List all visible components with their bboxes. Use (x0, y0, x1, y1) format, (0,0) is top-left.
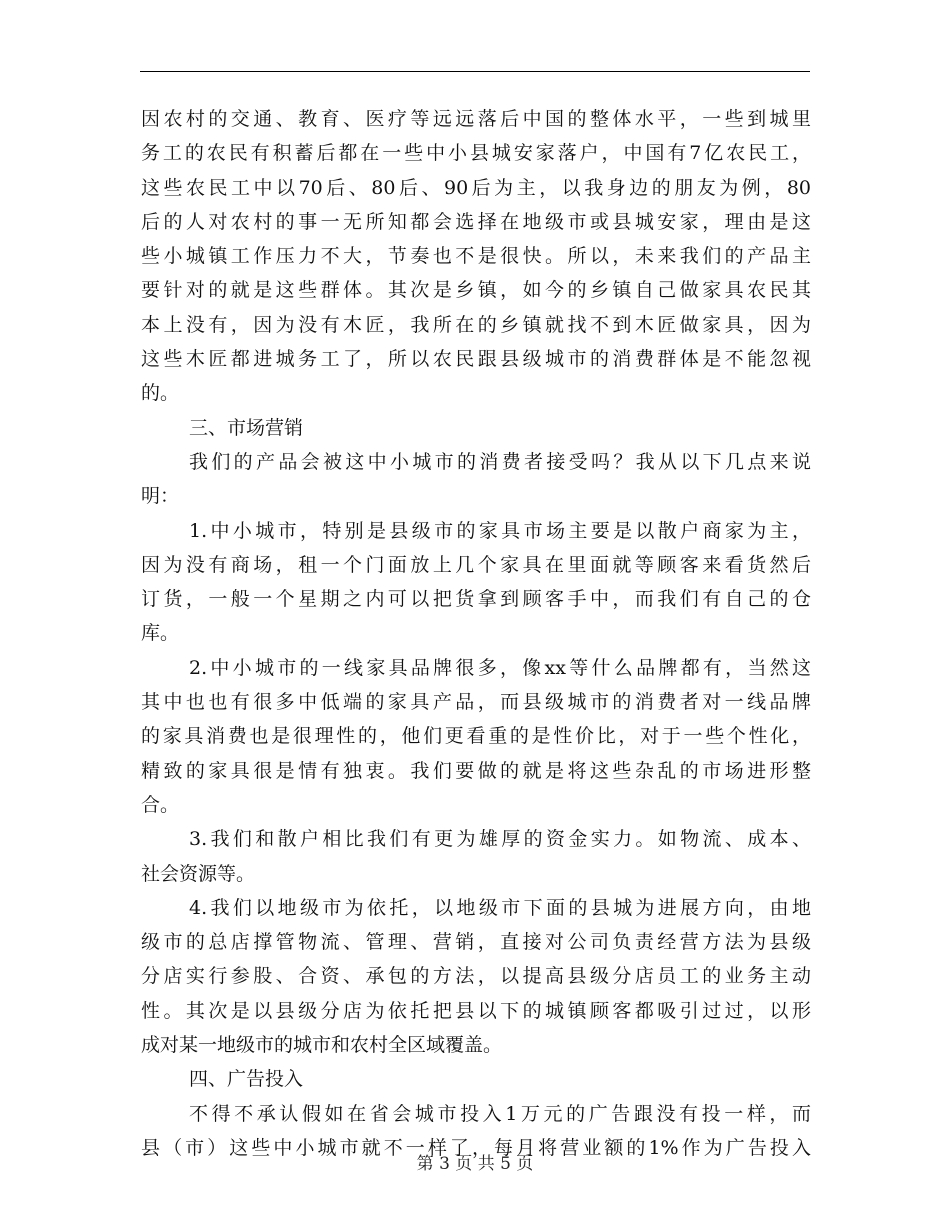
text-line: 级市的总店撑管物流、管理、营销，直接对公司负责经营方法为县级 (141, 931, 811, 954)
text-line: 1.中小城市，特别是县级市的家具市场主要是以散户商家为主， (189, 519, 811, 542)
text-line: 这些农民工中以70后、80后、90后为主，以我身边的朋友为例，80 (141, 176, 811, 199)
text-line: 本上没有，因为没有木匠，我所在的乡镇就找不到木匠做家具，因为 (141, 313, 811, 336)
text-line: 的。 (141, 382, 180, 405)
header-rule (140, 71, 810, 72)
text-line: 这些木匠都进城务工了，所以农民跟县级城市的消费群体是不能忽视 (141, 348, 811, 371)
text-line: 后的人对农村的事一无所知都会选择在地级市或县城安家，理由是这 (141, 210, 811, 233)
page-number: 第 3 页 共 5 页 (416, 1154, 534, 1174)
text-line: 4.我们以地级市为依托，以地级市下面的县城为进展方向，由地 (189, 896, 811, 919)
text-line: 明： (141, 485, 180, 508)
text-line: 要针对的就是这些群体。其次是乡镇，如今的乡镇自己做家具农民其 (141, 279, 811, 302)
text-line: 的家具消费也是很理性的，他们更看重的是性价比，对于一些个性化， (141, 725, 811, 748)
text-line: 务工的农民有积蓄后都在一些中小县城安家落户，中国有7亿农民工， (141, 142, 811, 165)
text-line: 成对某一地级市的城市和农村全区域覆盖。 (141, 1034, 503, 1057)
text-line: 2.中小城市的一线家具品牌很多，像xx等什么品牌都有，当然这 (189, 656, 811, 679)
text-line: 不得不承认假如在省会城市投入1万元的广告跟没有投一样，而 (189, 1102, 811, 1125)
text-line: 性。其次是以县级分店为依托把县以下的城镇顾客都吸引过过，以形 (141, 999, 811, 1022)
text-line: 四、广告投入 (189, 1068, 304, 1091)
text-line: 我们的产品会被这中小城市的消费者接受吗？我从以下几点来说 (189, 450, 811, 473)
text-line: 分店实行参股、合资、承包的方法，以提高县级分店员工的业务主动 (141, 965, 811, 988)
text-line: 其中也也有很多中低端的家具产品，而县级城市的消费者对一线品牌 (141, 691, 811, 714)
document-body (141, 102, 811, 1165)
text-line: 因为没有商场，租一个门面放上几个家具在里面就等顾客来看货然后 (141, 553, 811, 576)
text-line: 3.我们和散户相比我们有更为雄厚的资金实力。如物流、成本、 (189, 828, 811, 851)
text-line: 库。 (141, 622, 180, 645)
text-line: 合。 (141, 793, 180, 816)
text-line: 精致的家具很是情有独衷。我们要做的就是将这些杂乱的市场进形整 (141, 759, 811, 782)
text-line: 订货，一般一个星期之内可以把货拿到顾客手中，而我们有自己的仓 (141, 588, 811, 611)
text-line: 县（市）这些中小城市就不一样了，每月将营业额的1%作为广告投入 (141, 1136, 811, 1159)
text-line: 因农村的交通、教育、医疗等远远落后中国的整体水平，一些到城里 (141, 108, 811, 130)
text-line: 三、市场营销 (189, 416, 304, 439)
text-line: 些小城镇工作压力不大，节奏也不是很快。所以，未来我们的产品主 (141, 245, 811, 268)
text-line: 社会资源等。 (141, 862, 256, 885)
